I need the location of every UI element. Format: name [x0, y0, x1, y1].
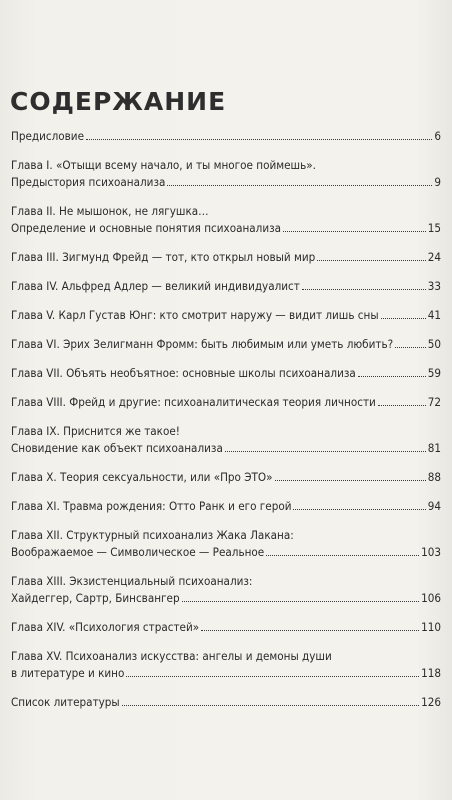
toc-page-number: 88	[427, 470, 441, 484]
toc-page-number: 24	[427, 250, 441, 264]
toc-entry-title: Глава V. Карл Густав Юнг: кто смотрит наружу — видит лишь сны	[11, 308, 379, 322]
dot-leader	[266, 555, 419, 556]
toc-entry	[11, 498, 441, 515]
toc-entry-line	[11, 423, 441, 440]
toc-entry-title: Глава IX. Приснится же такое!	[11, 424, 180, 438]
toc-entry	[11, 573, 441, 607]
toc-page-number: 94	[427, 499, 441, 513]
dot-leader	[378, 405, 426, 406]
toc-page-number: 106	[421, 591, 441, 605]
table-of-contents	[11, 128, 441, 723]
toc-entry	[11, 128, 441, 145]
toc-entry-title: Глава VI. Эрих Зелигманн Фромм: быть любимым или уметь любить?	[11, 337, 394, 351]
toc-entry-line	[11, 128, 441, 145]
toc-entry-line	[11, 665, 441, 682]
toc-page-number: 41	[427, 308, 441, 322]
toc-entry-line	[11, 278, 441, 295]
toc-entry-title: Глава XI. Травма рождения: Отто Ранк и его герой	[11, 499, 292, 513]
toc-entry-line	[11, 527, 441, 544]
toc-entry	[11, 619, 441, 636]
toc-page-number: 81	[427, 441, 441, 455]
toc-page-number: 50	[427, 337, 441, 351]
dot-leader	[395, 347, 426, 348]
toc-entry-line	[11, 619, 441, 636]
toc-page-number: 118	[421, 666, 441, 680]
toc-entry-title: Глава XIV. «Психология страстей»	[11, 620, 200, 634]
toc-entry	[11, 648, 441, 682]
toc-entry-line	[11, 365, 441, 382]
toc-entry	[11, 249, 441, 266]
toc-page-number: 15	[427, 221, 441, 235]
toc-entry-title: в литературе и кино	[11, 666, 125, 680]
toc-entry	[11, 423, 441, 457]
toc-entry-line	[11, 220, 441, 237]
toc-entry-line	[11, 590, 441, 607]
toc-entry	[11, 365, 441, 382]
toc-entry-title: Хайдеггер, Сартр, Бинсвангер	[11, 591, 180, 605]
toc-entry-line	[11, 336, 441, 353]
page-title: СОДЕРЖАНИЕ	[10, 86, 227, 116]
toc-entry-title: Глава III. Зигмунд Фрейд — тот, кто открыл новый мир	[11, 250, 316, 264]
toc-entry-title: Предисловие	[11, 129, 85, 143]
dot-leader	[293, 509, 425, 510]
toc-entry-title: Список литературы	[11, 695, 120, 709]
toc-entry-line	[11, 157, 441, 174]
dot-leader	[122, 705, 419, 706]
dot-leader	[167, 185, 432, 186]
toc-entry-title: Определение и основные понятия психоанализа	[11, 221, 282, 235]
toc-entry	[11, 307, 441, 324]
toc-entry-title: Глава XII. Структурный психоанализ Жака Лакана:	[11, 528, 294, 542]
toc-page-number: 103	[421, 545, 441, 559]
dot-leader	[358, 376, 426, 377]
toc-entry	[11, 203, 441, 237]
toc-entry-line	[11, 440, 441, 457]
toc-entry	[11, 694, 441, 711]
toc-entry-title: Глава IV. Альфред Адлер — великий индивидуалист	[11, 279, 300, 293]
toc-entry	[11, 336, 441, 353]
toc-page-number: 126	[421, 695, 441, 709]
toc-entry-line	[11, 694, 441, 711]
toc-page-number: 6	[434, 129, 441, 143]
dot-leader	[275, 480, 426, 481]
dot-leader	[201, 630, 419, 631]
toc-entry-line	[11, 394, 441, 411]
toc-entry-title: Глава II. Не мышонок, не лягушка…	[11, 204, 209, 218]
dot-leader	[317, 260, 425, 261]
toc-entry-line	[11, 544, 441, 561]
toc-entry-line	[11, 573, 441, 590]
dot-leader	[283, 231, 426, 232]
toc-entry	[11, 394, 441, 411]
dot-leader	[225, 451, 426, 452]
toc-entry-title: Глава XV. Психоанализ искусства: ангелы и демоны души	[11, 649, 332, 663]
toc-entry-title: Глава VII. Объять необъятное: основные школы психоанализа	[11, 366, 356, 380]
toc-page-number: 72	[427, 395, 441, 409]
toc-page-number: 110	[421, 620, 441, 634]
toc-page-number: 33	[427, 279, 441, 293]
toc-entry	[11, 469, 441, 486]
toc-entry	[11, 157, 441, 191]
toc-entry-title: Глава VIII. Фрейд и другие: психоаналитическая теория личности	[11, 395, 376, 409]
toc-entry-line	[11, 249, 441, 266]
toc-page-number: 59	[427, 366, 441, 380]
toc-entry-title: Воображаемое — Символическое — Реальное	[11, 545, 265, 559]
dot-leader	[381, 318, 426, 319]
toc-entry-line	[11, 174, 441, 191]
toc-entry	[11, 278, 441, 295]
toc-entry-line	[11, 469, 441, 486]
toc-page-number: 9	[434, 175, 441, 189]
toc-entry-line	[11, 203, 441, 220]
dot-leader	[86, 139, 432, 140]
toc-entry-title: Предыстория психоанализа	[11, 175, 166, 189]
dot-leader	[302, 289, 426, 290]
dot-leader	[182, 601, 420, 602]
toc-entry-line	[11, 498, 441, 515]
toc-entry-line	[11, 307, 441, 324]
toc-entry-title: Глава X. Теория сексуальности, или «Про ЭТО»	[11, 470, 273, 484]
toc-entry-title: Сновидение как объект психоанализа	[11, 441, 223, 455]
toc-entry-line	[11, 648, 441, 665]
toc-entry-title: Глава XIII. Экзистенциальный психоанализ:	[11, 574, 253, 588]
toc-entry-title: Глава I. «Отыщи всему начало, и ты многое поймешь».	[11, 158, 316, 172]
toc-entry	[11, 527, 441, 561]
dot-leader	[126, 676, 419, 677]
